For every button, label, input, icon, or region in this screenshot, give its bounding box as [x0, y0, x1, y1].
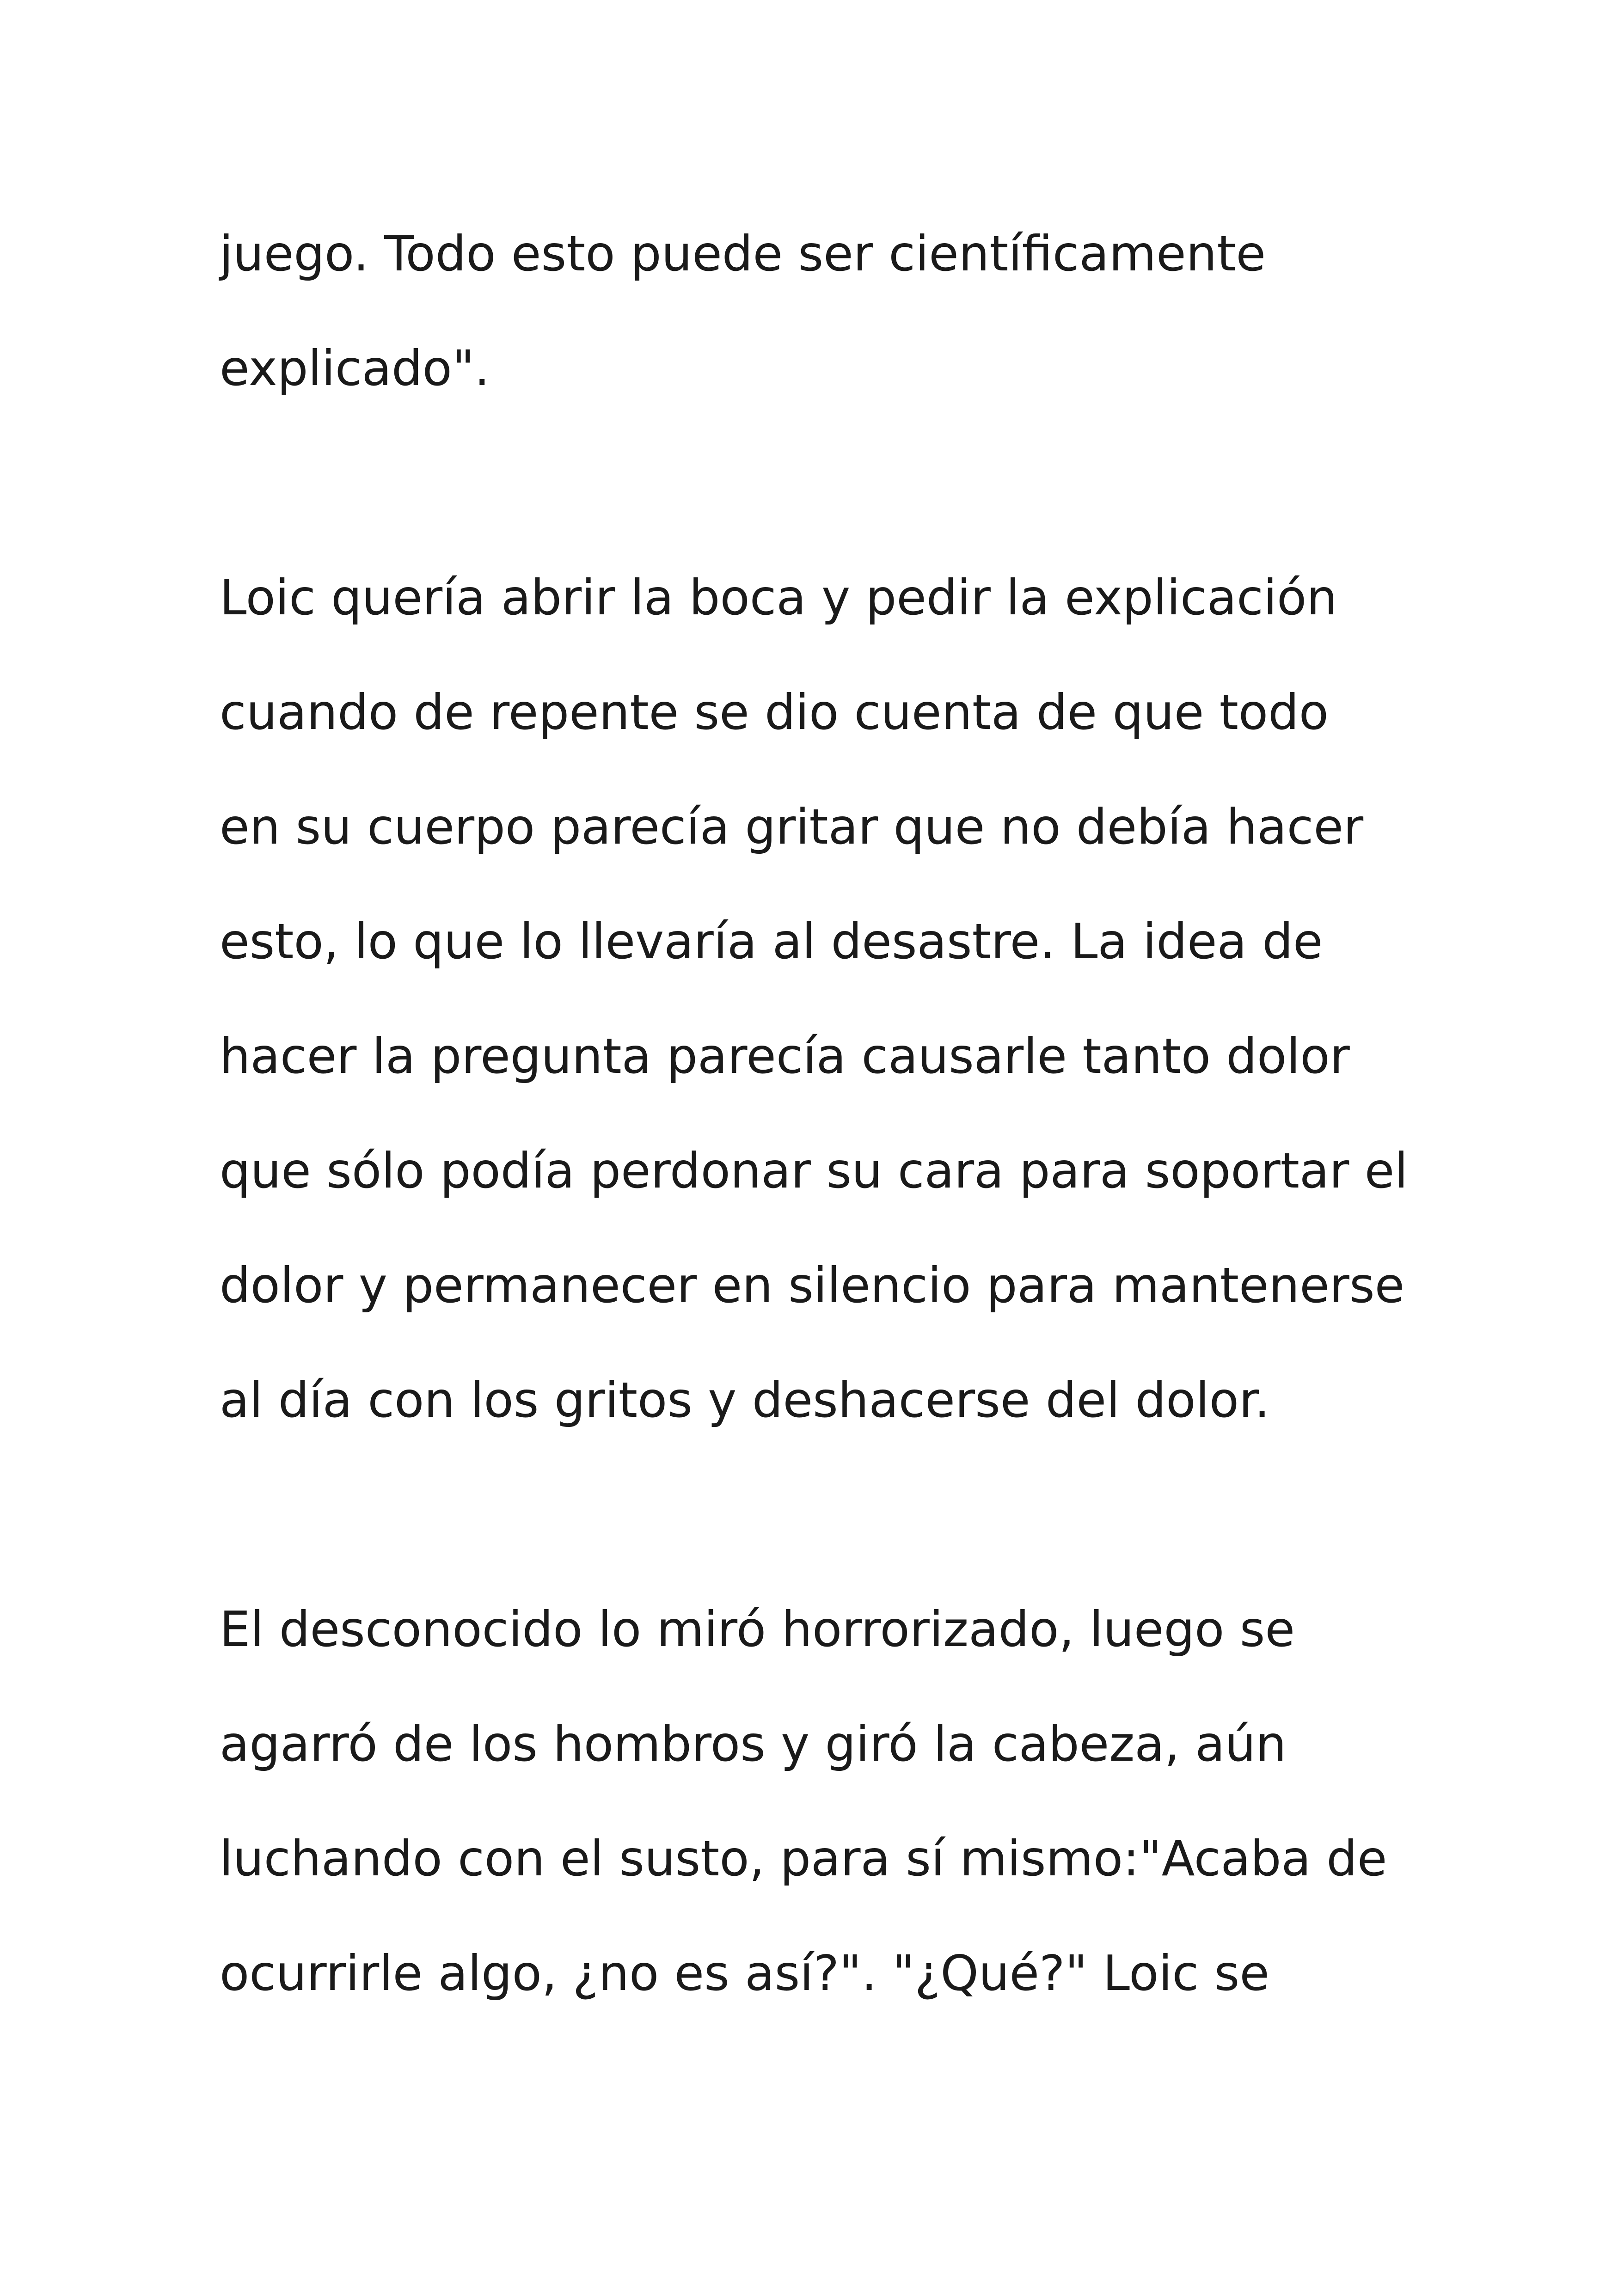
text-line: cuando de repente se dio cuenta de que todo — [220, 684, 1329, 741]
text-line: dolor y permanecer en silencio para mantenerse — [220, 1257, 1405, 1314]
paragraph-spacer — [220, 426, 1514, 540]
paragraph-spacer — [220, 1457, 1514, 1572]
text-line: explicado". — [220, 340, 490, 397]
text-line: al día con los gritos y deshacerse del dolor. — [220, 1372, 1270, 1428]
paragraph-1 — [220, 196, 1514, 426]
body-text — [220, 196, 1514, 2031]
paragraph-2 — [220, 540, 1514, 1457]
text-line: hacer la pregunta parecía causarle tanto dolor — [220, 1028, 1350, 1084]
text-line: El desconocido lo miró horrorizado, luego se — [220, 1601, 1295, 1658]
text-line: que sólo podía perdonar su cara para soportar el — [220, 1143, 1408, 1199]
text-line: agarró de los hombros y giró la cabeza, aún — [220, 1716, 1287, 1772]
text-line: en su cuerpo parecía gritar que no debía hacer — [220, 799, 1364, 855]
text-line: esto, lo que lo llevaría al desastre. La idea de — [220, 913, 1323, 970]
paragraph-3 — [220, 1572, 1514, 2031]
text-line: ocurrirle algo, ¿no es así?". "¿Qué?" Loic se — [220, 1945, 1269, 2002]
text-line: Loic quería abrir la boca y pedir la explicación — [220, 569, 1337, 626]
text-line: juego. Todo esto puede ser científicamente — [220, 226, 1266, 282]
text-line: luchando con el susto, para sí mismo:"Acaba de — [220, 1831, 1387, 1887]
